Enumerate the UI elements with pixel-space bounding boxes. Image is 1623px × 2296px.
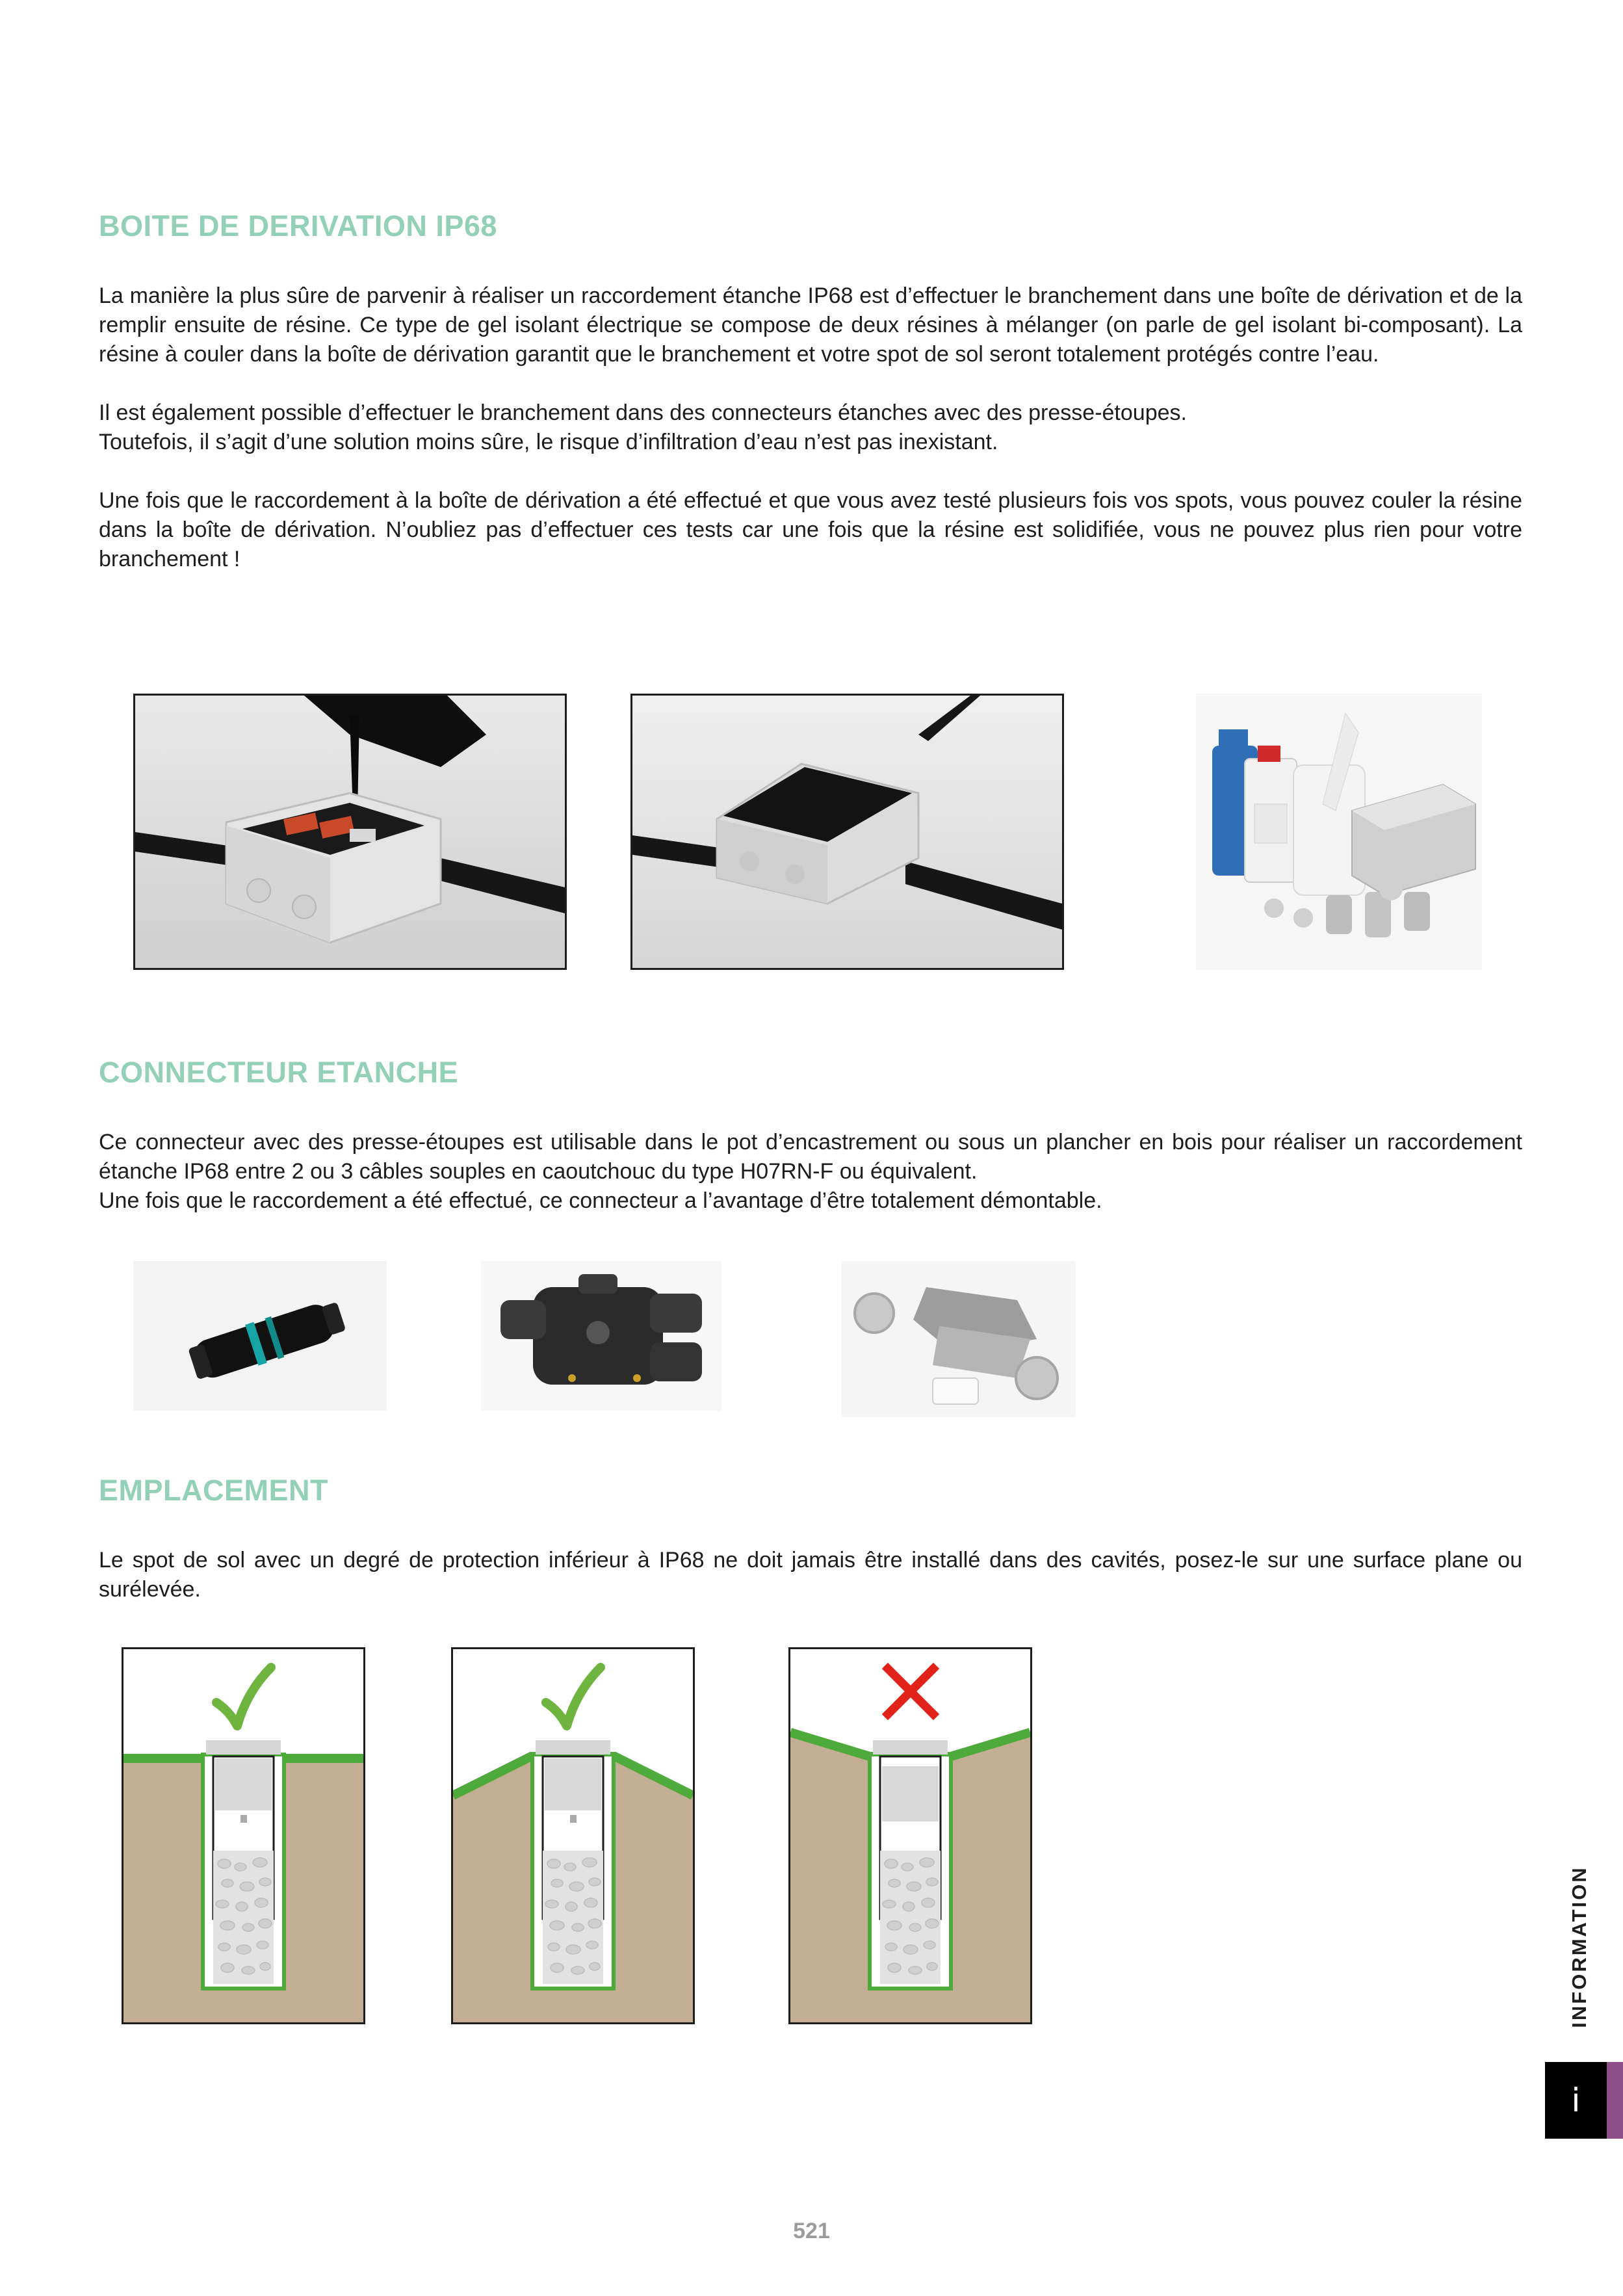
info-icon: i [1545,2062,1607,2139]
photo-resin-filled [630,694,1064,970]
connecteur-paragraph-2: Une fois que le raccordement a été effectué, ce connecteur a l’avantage d’être totalement démontable. [99,1188,1102,1213]
boite-paragraph-2a: Il est également possible d’effectuer le branchement dans des connecteurs étanches avec des presse-étoupes. [99,400,1187,425]
boite-paragraph-2b: Toutefois, il s’agit d’une solution moins sûre, le risque d’infiltration d’eau n’est pas inexistant. [99,430,998,454]
diagram-raised-surface [451,1647,695,2024]
junction-box-open-illustration [135,696,565,968]
section-title-emplacement: EMPLACEMENT [99,1474,328,1507]
section-title-boite: BOITE DE DERIVATION IP68 [99,209,497,242]
junction-box-filled-illustration [632,696,1062,968]
photo-connector-open [842,1261,1076,1417]
open-connector-illustration [842,1261,1076,1417]
photo-resin-kit [1196,694,1482,970]
resin-kit-illustration [1196,694,1482,970]
emplacement-text [99,1546,1522,1604]
inline-connector-illustration [133,1261,387,1411]
boite-paragraph-1: La manière la plus sûre de parvenir à réaliser un raccordement étanche IP68 est d’effectuer le branchement dans une boîte de dérivation et de la remplir ensuite de résine. Ce type de gel isolant électrique se compose de deux résines à mélanger (on parle de gel isolant bi-composant). La résine à couler dans la boîte de dérivation garantit que le branchement et votre spot de sol seront totalement protégés contre l’eau. [99,283,1522,367]
photo-connector-inline [133,1261,387,1411]
photo-resin-pouring [133,694,567,970]
boite-paragraph-3: Une fois que le raccordement à la boîte de dérivation a été effectué et que vous avez testé plusieurs fois vos spots, vous pouvez couler la résine dans la boîte de dérivation. N’oubliez pas d’effectuer ces tests car une fois que la résine est solidifiée, vous ne pouvez plus rien pour votre branchement ! [99,488,1522,571]
check-icon [541,1662,606,1734]
cross-icon [881,1662,940,1721]
boite-text [99,281,1522,574]
photo-connector-tee [481,1261,721,1411]
info-tab[interactable] [1545,2062,1623,2139]
diagram-flat-surface [122,1647,365,2024]
tee-connector-illustration [481,1261,721,1411]
sidebar-label-text: INFORMATION [1568,1866,1591,2028]
diagram-cavity [788,1647,1032,2024]
section-title-connecteur: CONNECTEUR ETANCHE [99,1056,459,1089]
emplacement-paragraph-1: Le spot de sol avec un degré de protection inférieur à IP68 ne doit jamais être installé dans des cavités, posez-le sur une surface plane ou surélevée. [99,1548,1522,1602]
connecteur-paragraph-1: Ce connecteur avec des presse-étoupes est utilisable dans le pot d’encastrement ou sous un plancher en bois pour réaliser un raccordement étanche IP68 entre 2 ou 3 câbles souples en caoutchouc du type H07RN-F ou équivalent. [99,1130,1522,1184]
tab-accent [1607,2062,1623,2139]
page-number: 521 [793,2219,830,2243]
connecteur-text [99,1128,1522,1216]
sidebar-section-label [1547,1866,1612,2028]
check-icon [211,1662,276,1734]
